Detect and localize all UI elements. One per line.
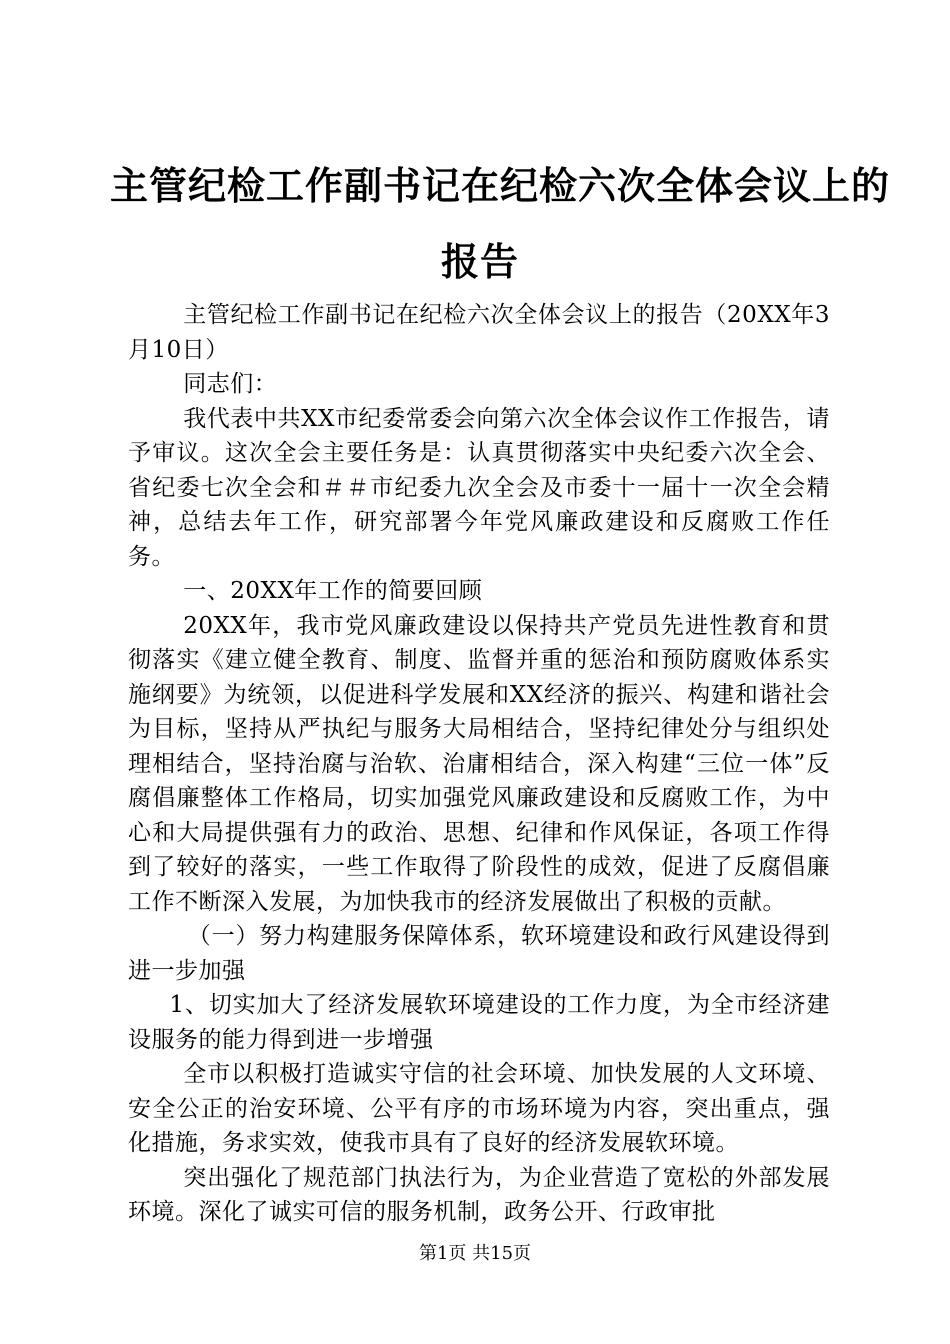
paragraph-enforcement: 突出强化了规范部门执法行为，为企业营造了宽松的外部发展环境。深化了诚实可信的服务机制，政务公开、行政审批 xyxy=(128,1164,830,1225)
subsection-heading: （一）努力构建服务保障体系，软环境建设和政行风建设得到进一步加强 xyxy=(128,923,830,984)
item-heading: 1、切实加大了经济发展软环境建设的工作力度，为全市经济建设服务的能力得到进一步增强 xyxy=(128,992,830,1053)
paragraph-review: 20XX年，我市党风廉政建设以保持共产党员先进性教育和贯彻落实《建立健全教育、制度、监督并重的惩治和预防腐败体系实施纲要》为统领，以促进科学发展和XX经济的振兴、构建和谐社会为目标，坚持从严执纪与服务大局相结合，坚持纪律处分与组织处理相结合，坚持治腐与治软、治庸相结合，深入构建“三位一体”反腐倡廉整体工作格局，切实加强党风廉政建设和反腐败工作，为中心和大局提供强有力的政治、思想、纪律和作风保证，各项工作得到了较好的落实，一些工作取得了阶段性的成效，促进了反腐倡廉工作不断深入发展，为加快我市的经济发展做出了积极的贡献。 xyxy=(128,612,830,915)
document-title xyxy=(110,148,891,300)
document-body xyxy=(128,298,830,1230)
paragraph-opening: 我代表中共XX市纪委常委会向第六次全体会议作工作报告，请予审议。这次全会主要任务是：认真贯彻落实中央纪委六次全会、省纪委七次全会和＃＃市纪委九次全会及市委十一届十一次全会精神，总结去年工作，研究部署今年党风廉政建设和反腐败工作任务。 xyxy=(128,405,830,570)
title-line-1: 主管纪检工作副书记在纪检六次全体会议上的 xyxy=(110,164,891,208)
section-heading: 一、20XX年工作的简要回顾 xyxy=(183,578,483,604)
page-footer: 第1页 共15页 xyxy=(418,1243,532,1264)
paragraph-salutation: 同志们： xyxy=(183,371,278,397)
title-line-2: 报告 xyxy=(440,240,519,284)
paragraph-intro: 主管纪检工作副书记在纪检六次全体会议上的报告（20XX年3月10日） xyxy=(128,302,830,363)
paragraph-environment: 全市以积极打造诚实守信的社会环境、加快发展的人文环境、安全公正的治安环境、公平有序的市场环境为内容，突出重点，强化措施，务求实效，使我市具有了良好的经济发展软环境。 xyxy=(128,1061,830,1156)
